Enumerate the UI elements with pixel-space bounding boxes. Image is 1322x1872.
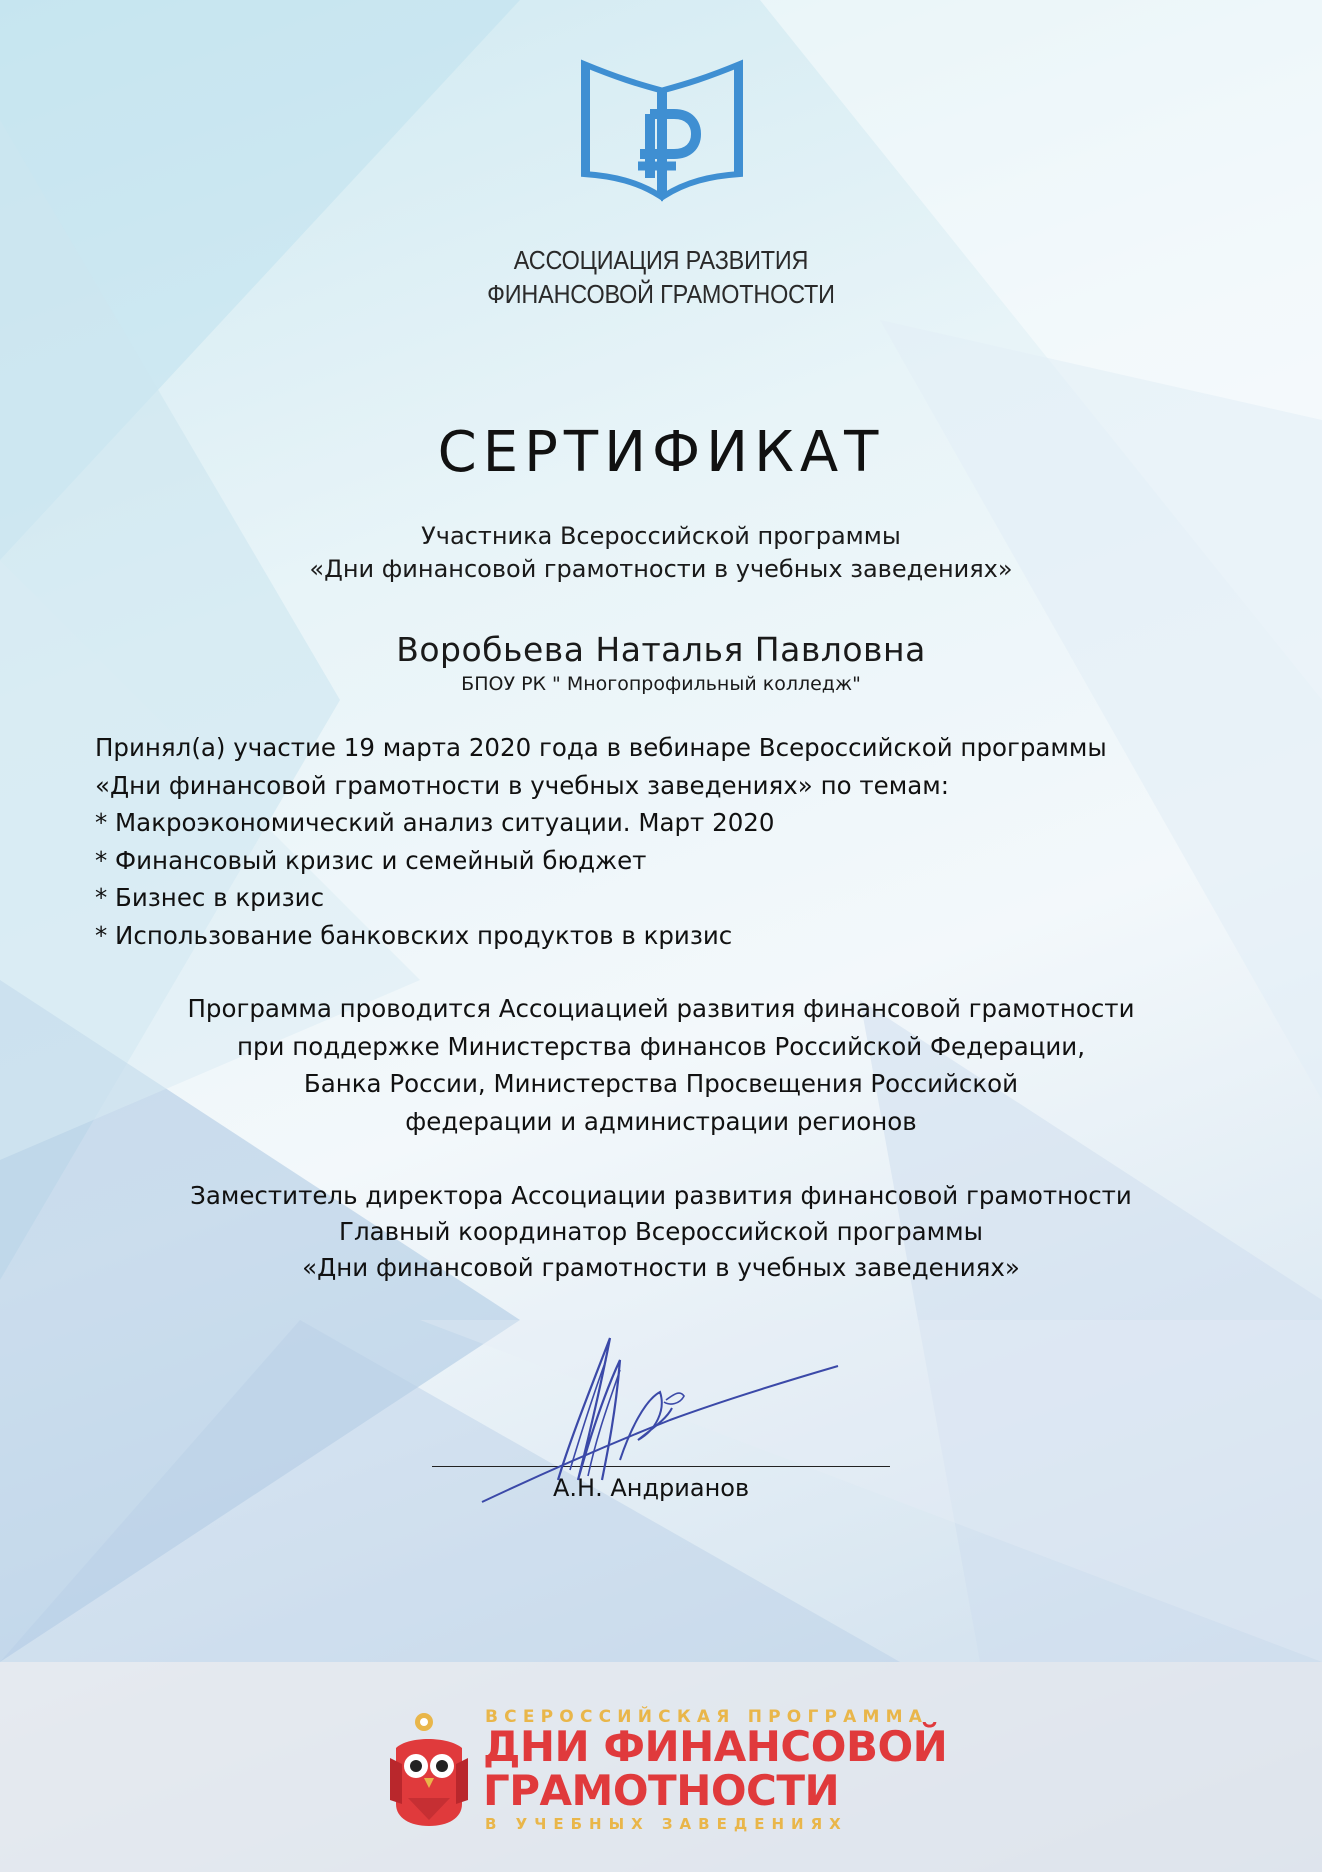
signer-name: А.Н. Андрианов [553, 1474, 750, 1502]
body-line: Принял(а) участие 19 марта 2020 года в вебинаре Всероссийской программы [95, 733, 1107, 762]
program-description [0, 990, 1322, 1140]
topic-item: * Бизнес в кризис [95, 883, 325, 912]
certificate-title: СЕРТИФИКАТ [437, 420, 885, 485]
topic-item: * Финансовый кризис и семейный бюджет [95, 845, 647, 875]
footer-program-subtitle: В УЧЕБНЫХ ЗАВЕДЕНИЯХ [485, 1815, 848, 1833]
program-line: Банка России, Министерства Просвещения Российской [303, 1069, 1019, 1098]
association-name-line1: АССОЦИАЦИЯ РАЗВИТИЯ [513, 245, 809, 275]
participation-text [95, 729, 1255, 954]
recipient-name: Воробьева Наталья Павловна [396, 630, 926, 669]
program-line: федерации и администрации регионов [405, 1106, 917, 1136]
footer-program-label: ВСЕРОССИЙСКАЯ ПРОГРАММА [485, 1707, 929, 1727]
program-line: при поддержке Министерства финансов Российской Федерации, [236, 1031, 1086, 1061]
signer-position [0, 1178, 1322, 1286]
footer-program-name-line2: ГРАМОТНОСТИ [483, 1766, 840, 1815]
body-line: «Дни финансовой грамотности в учебных заведениях» по темам: [95, 770, 949, 800]
program-line: Программа проводится Ассоциацией развития финансовой грамотности [187, 994, 1135, 1023]
recipient-organization: БПОУ РК " Многопрофильный колледж" [461, 673, 861, 695]
owl-icon [388, 1708, 470, 1830]
certificate-subtitle [0, 520, 1322, 586]
footer-program-name-line1: ДНИ ФИНАНСОВОЙ [483, 1722, 948, 1771]
subtitle-line: «Дни финансовой грамотности в учебных заведениях» [309, 555, 1013, 583]
association-name-line2: ФИНАНСОВОЙ ГРАМОТНОСТИ [487, 279, 835, 309]
association-name [0, 243, 1322, 311]
signer-position-line: Главный координатор Всероссийской программы [339, 1217, 983, 1246]
topic-item: * Макроэкономический анализ ситуации. Март 2020 [95, 808, 775, 837]
handwritten-signature [470, 1330, 850, 1510]
signer-position-line: Заместитель директора Ассоциации развития финансовой грамотности [190, 1181, 1132, 1210]
ruble-book-icon [578, 56, 746, 204]
subtitle-line: Участника Всероссийской программы [421, 522, 901, 550]
signer-position-line: «Дни финансовой грамотности в учебных заведениях» [302, 1253, 1020, 1282]
topic-item: * Использование банковских продуктов в кризис [95, 920, 733, 950]
